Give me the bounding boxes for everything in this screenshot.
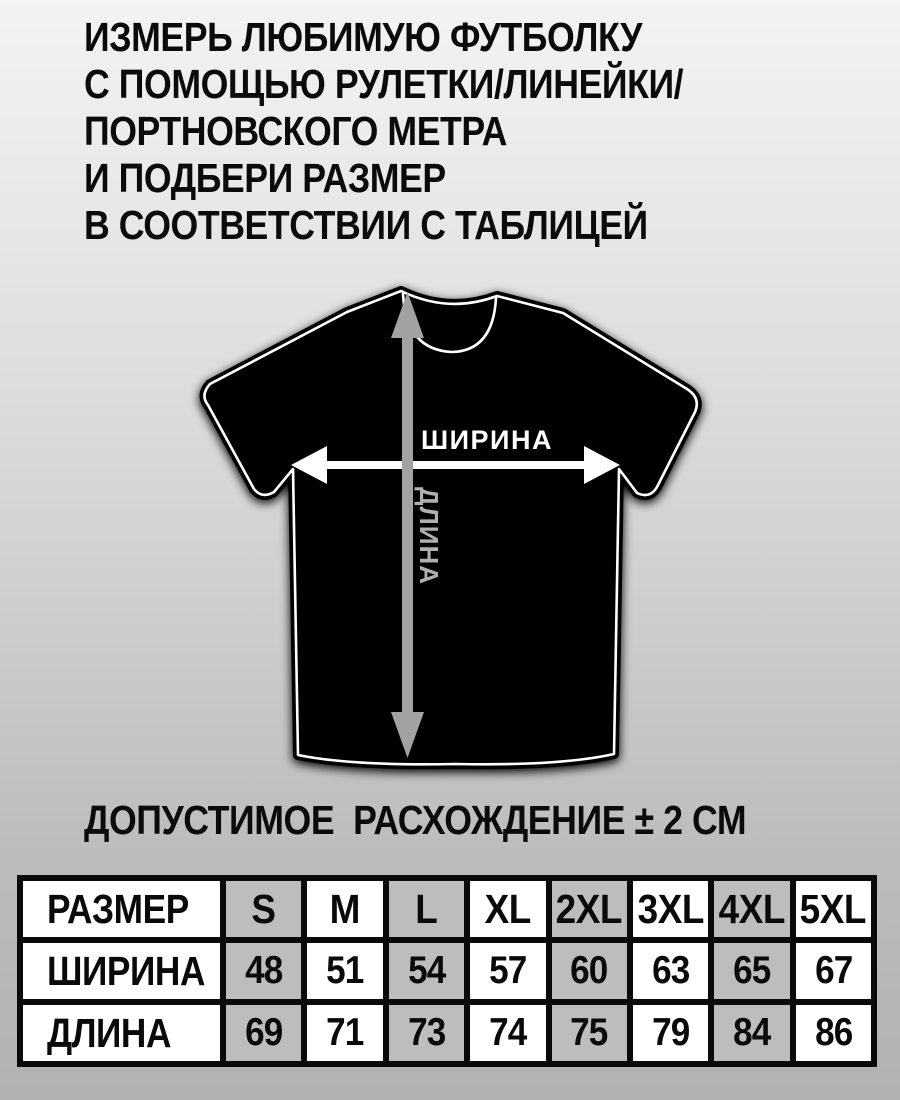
table-cell: 60 [552,943,627,999]
table-cell: 65 [714,943,789,999]
table-cell: 48 [226,943,301,999]
table-header-cell: XL [470,881,545,937]
size-table [17,875,877,1067]
table-cell: 71 [307,1005,382,1061]
table-cell: 63 [633,943,708,999]
intro-line: ИЗМЕРЬ ЛЮБИМУЮ ФУТБОЛКУ [84,14,642,60]
table-cell: 73 [389,1005,464,1061]
table-cell: 69 [226,1005,301,1061]
table-header-cell: L [389,881,464,937]
table-header-cell: S [226,881,301,937]
intro-line: С ПОМОЩЬЮ РУЛЕТКИ/ЛИНЕЙКИ/ [84,61,684,107]
table-header-cell: РАЗМЕР [23,881,220,937]
intro-line: ПОРТНОВСКОГО МЕТРА [84,108,507,154]
tshirt-silhouette [204,291,696,764]
intro-line: В СООТВЕТСТВИИ С ТАБЛИЦЕЙ [84,202,648,248]
table-header-cell: 5XL [796,881,871,937]
table-cell: 75 [552,1005,627,1061]
table-header-cell: M [307,881,382,937]
table-cell: 79 [633,1005,708,1061]
intro-line: И ПОДБЕРИ РАЗМЕР [84,155,446,201]
table-cell: 54 [389,943,464,999]
table-header-cell: 3XL [633,881,708,937]
length-label: ДЛИНА [414,487,444,586]
table-header-cell: 4XL [714,881,789,937]
width-label: ШИРИНА [421,425,553,455]
table-row-label: ШИРИНА [23,943,220,999]
table-row-label: ДЛИНА [23,1005,220,1061]
table-cell: 67 [796,943,871,999]
table-header-cell: 2XL [552,881,627,937]
table-cell: 86 [796,1005,871,1061]
table-cell: 84 [714,1005,789,1061]
table-cell: 57 [470,943,545,999]
table-cell: 51 [307,943,382,999]
tolerance-note: ДОПУСТИМОЕ РАСХОЖДЕНИЕ ± 2 СМ [84,797,747,843]
table-cell: 74 [470,1005,545,1061]
